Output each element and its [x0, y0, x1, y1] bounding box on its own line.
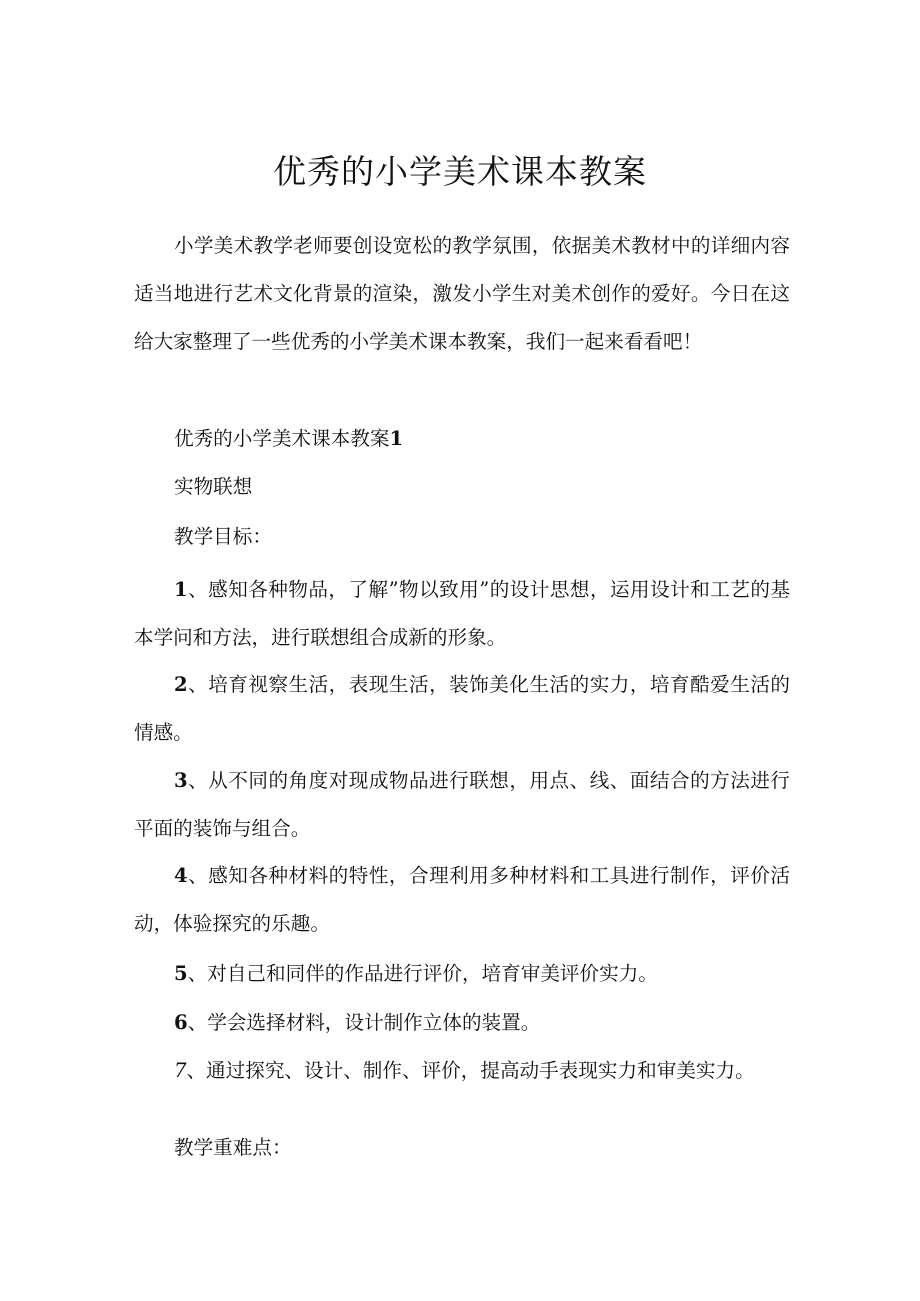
difficulty-label: 教学重难点： — [174, 1136, 292, 1159]
goal-item-1 — [134, 566, 790, 662]
intro-paragraph: 小学美术教学老师要创设宽松的教学氛围，依据美术教材中的详细内容适当地进行艺术文化背景的渲染，激发小学生对美术创作的爱好。今日在这给大家整理了一些优秀的小学美术课本教案，我们一起来看看吧！ — [134, 234, 790, 353]
goal-number: 7 — [174, 1059, 187, 1082]
goal-number: 2 — [174, 673, 188, 696]
goal-number: 6 — [174, 1011, 188, 1034]
goal-text: 、通过探究、设计、制作、评价，提高动手表现实力和审美实力。 — [186, 1059, 755, 1082]
section-heading — [174, 424, 403, 454]
goal-text: 、感知各种物品，了解”物以致用”的设计思想，运用设计和工艺的基本学问和方法，进行联想组合成新的形象。 — [134, 578, 790, 649]
goal-text: 、学会选择材料，设计制作立体的装置。 — [187, 1011, 541, 1034]
goal-item-5 — [174, 959, 658, 989]
goal-text: 、培育视察生活，表现生活，装饰美化生活的实力，培育酷爱生活的情感。 — [134, 673, 790, 744]
goal-number: 5 — [174, 962, 188, 985]
document-title: 优秀的小学美术课本教案 — [273, 152, 647, 191]
goal-item-3 — [134, 757, 790, 853]
goal-text: 、感知各种材料的特性，合理利用多种材料和工具进行制作，评价活动，体验探究的乐趣。 — [134, 864, 790, 935]
goal-item-6 — [174, 1008, 540, 1038]
goal-item-2 — [134, 661, 790, 757]
goal-text: 、对自己和同伴的作品进行评价，培育审美评价实力。 — [187, 962, 658, 985]
section-heading-text: 优秀的小学美术课本教案 — [174, 427, 390, 450]
goal-text: 、从不同的角度对现成物品进行联想，用点、线、面结合的方法进行平面的装饰与组合。 — [134, 769, 790, 840]
lesson-title: 实物联想 — [174, 475, 253, 498]
goal-number: 1 — [174, 578, 188, 601]
goal-item-7 — [174, 1056, 755, 1086]
section-number: 1 — [389, 427, 404, 450]
goals-label: 教学目标： — [174, 525, 272, 548]
goal-number: 4 — [174, 864, 188, 887]
goal-item-4 — [134, 852, 790, 948]
goal-number: 3 — [174, 769, 188, 792]
